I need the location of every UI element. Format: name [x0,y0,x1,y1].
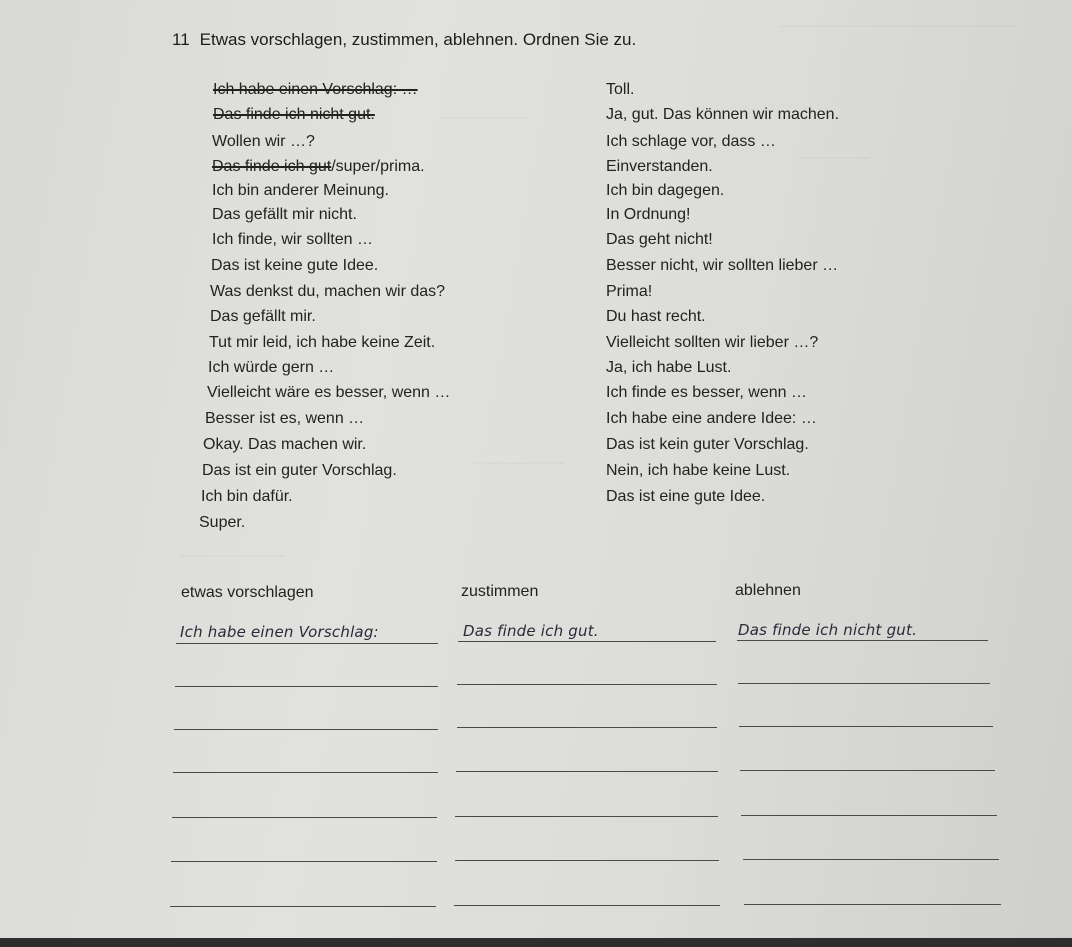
answer-line-reject[interactable] [737,640,988,641]
show-through-decoration: ~~~~~~~~~~~ [470,455,567,472]
phrase-left: Super. [199,514,246,531]
phrase-left: Was denkst du, machen wir das? [210,283,446,300]
phrase-left: Okay. Das machen wir. [203,436,367,453]
answer-line-propose[interactable] [172,817,437,818]
phrase-right: Das ist kein guter Vorschlag. [606,436,809,453]
phrase-left: Wollen wir …? [212,133,315,150]
answer-line-reject[interactable] [738,683,990,684]
handwritten-answer-propose[interactable]: Ich habe einen Vorschlag: [180,623,379,641]
answer-line-reject[interactable] [741,815,997,816]
exercise-title [172,30,636,50]
answer-line-propose[interactable] [173,772,438,773]
phrase-right: Ja, gut. Das können wir machen. [606,106,840,123]
answer-line-reject[interactable] [744,904,1001,905]
exercise-number: 11 [172,30,190,49]
phrase-left: Tut mir leid, ich habe keine Zeit. [209,334,436,351]
phrase-left [212,157,425,177]
answer-line-propose[interactable] [170,906,436,907]
answer-line-propose[interactable] [176,643,438,644]
show-through-decoration: ~~~~~~~~ [800,150,871,167]
phrase-right: In Ordnung! [606,206,691,223]
phrase-right: Ich schlage vor, dass … [606,133,776,150]
answer-line-propose[interactable] [171,861,437,862]
phrase-left: Das gefällt mir. [210,308,316,325]
phrase-left: Das ist ein guter Vorschlag. [202,462,397,479]
phrase-left: Ich bin dafür. [201,488,293,505]
phrase-right: Ich habe eine andere Idee: … [606,410,817,427]
phrase-right: Nein, ich habe keine Lust. [606,462,791,479]
answer-line-propose[interactable] [174,729,438,730]
phrase-left: Besser ist es, wenn … [205,410,365,427]
handwritten-answer-agree[interactable]: Das finde ich gut. [463,622,599,640]
phrase-right: Das geht nicht! [606,231,713,248]
phrase-right: Besser nicht, wir sollten lieber … [606,257,839,274]
phrase-left: Ich finde, wir sollten … [212,231,373,248]
answer-line-agree[interactable] [455,816,718,817]
show-through-decoration: ~~~~~~~~~~~~ [180,548,286,565]
phrase-right: Du hast recht. [606,308,706,325]
phrase-right: Vielleicht sollten wir lieber …? [606,334,819,351]
show-through-decoration: ~~~~~~~~~~~~~~~~~~~~~~~~~~~ [780,18,1017,35]
phrase-left: Ich bin anderer Meinung. [212,182,389,199]
phrase-right: Einverstanden. [606,158,713,175]
answer-line-reject[interactable] [739,726,993,727]
phrase-right: Ich bin dagegen. [606,182,725,199]
answer-line-agree[interactable] [454,905,720,906]
phrase-left: Das finde ich nicht gut. [213,106,375,123]
answer-line-agree[interactable] [457,684,717,685]
phrase-right: Das ist eine gute Idee. [606,488,766,505]
phrase-rest-part: /super/prima. [331,158,425,175]
phrase-right: Ich finde es besser, wenn … [606,384,807,401]
phrase-left: Das gefällt mir nicht. [212,206,357,223]
phrase-crossed-part: Das finde ich gut [212,158,332,175]
phrase-left: Das ist keine gute Idee. [211,257,379,274]
exercise-instruction: Etwas vorschlagen, zustimmen, ablehnen. Ordnen Sie zu. [199,30,637,49]
column-header-reject: ablehnen [735,582,801,599]
column-header-propose: etwas vorschlagen [181,584,314,601]
answer-line-agree[interactable] [458,641,716,642]
table-surface [0,938,1072,947]
answer-line-agree[interactable] [456,771,718,772]
phrase-right: Ja, ich habe Lust. [606,359,732,376]
show-through-decoration: ~~~~~~~~~~ [440,110,528,127]
phrase-left: Ich habe einen Vorschlag: … [213,81,418,98]
phrase-left: Vielleicht wäre es besser, wenn … [207,384,451,401]
answer-line-agree[interactable] [455,860,719,861]
answer-line-agree[interactable] [457,727,717,728]
phrase-right: Toll. [606,81,635,98]
phrase-left: Ich würde gern … [208,359,335,376]
phrase-right: Prima! [606,283,653,300]
answer-line-reject[interactable] [743,859,999,860]
answer-line-reject[interactable] [740,770,995,771]
answer-line-propose[interactable] [175,686,438,687]
handwritten-answer-reject[interactable]: Das finde ich nicht gut. [738,621,918,639]
column-header-agree: zustimmen [461,583,539,600]
